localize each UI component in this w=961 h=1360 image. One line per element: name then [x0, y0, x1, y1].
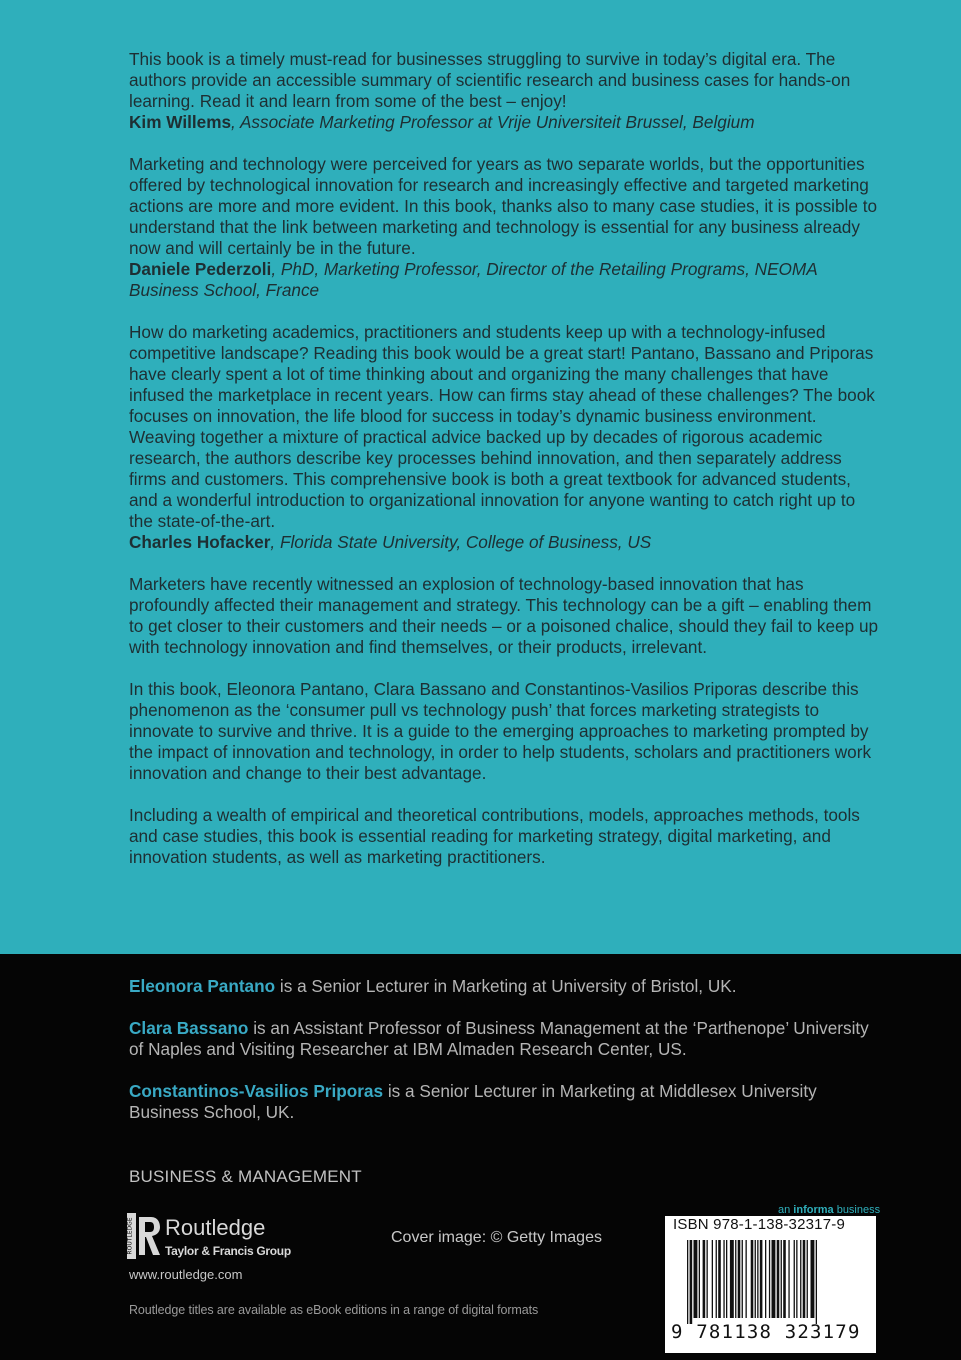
review-affiliation: , PhD, Marketing Professor, Director of the Retailing Programs, NEOMA Business School, France [129, 259, 818, 300]
author-name: Constantinos-Vasilios Priporas [129, 1081, 384, 1101]
review-affiliation: , Associate Marketing Professor at Vrije Universiteit Brussel, Belgium [231, 112, 755, 132]
subject-category: BUSINESS & MANAGEMENT [129, 1167, 362, 1186]
isbn-barcode-box [665, 1216, 876, 1353]
review-attribution [129, 532, 881, 553]
review-text: How do marketing academics, practitioners and students keep up with a technology-infused competitive landscape? Reading this book would be a great start! Pantano, Bassano and Priporas have clearly spent a lot of time thinking about and organizing the many challenges that have infused the marketplace in recent years. How can firms stay ahead of these challenges? The book focuses on innovation, the life blood for success in today’s dynamic business environment. Weaving together a mixture of practical advice backed up by decades of rigorous academic research, the authors describe key processes behind innovation, and then separately address firms and customers. This comprehensive book is both a great textbook for advanced students, and a wonderful introduction to organizational innovation for anyone wanting to catch right up to the state-of-the-art. [129, 322, 875, 531]
review-author: Kim Willems [129, 112, 232, 132]
informa-prefix: an [778, 1204, 794, 1216]
reviews-block [129, 49, 881, 868]
author-name: Eleonora Pantano [129, 976, 276, 996]
isbn-label: ISBN 978-1-138-32317-9 [673, 1216, 846, 1233]
description-paragraph-1: Marketers have recently witnessed an explosion of technology-based innovation that has profoundly affected their management and strategy. This technology can be a gift – enabling them to get closer to their customers and their needs – or a poisoned chalice, should they fail to keep up with technology innovation and find themselves, or their products, irrelevant. [129, 574, 879, 657]
author-bio [129, 976, 881, 997]
cover-image-credit: Cover image: © Getty Images [391, 1229, 602, 1246]
publisher-group: Taylor & Francis Group [165, 1244, 291, 1258]
informa-suffix: business [833, 1204, 881, 1216]
svg-text:ROUTLEDGE: ROUTLEDGE [127, 1217, 134, 1255]
description-paragraph-3: Including a wealth of empirical and theoretical contributions, models, approaches methods, tools and case studies, this book is essential reading for marketing strategy, digital marketing, and innovation students, as well as marketing practitioners. [129, 805, 860, 867]
author-bio [129, 1018, 881, 1060]
barcode-icon [687, 1240, 863, 1324]
informa-brand: informa [793, 1204, 834, 1216]
review-text: This book is a timely must-read for businesses struggling to survive in today’s digital era. The authors provide an accessible summary of scientific research and business cases for hands-on learning. Read it and learn from some of the best – enjoy! [129, 49, 851, 111]
author-bio-text: is a Senior Lecturer in Marketing at University of Bristol, UK. [275, 976, 737, 996]
publisher-website: www.routledge.com [129, 1267, 243, 1282]
description-paragraph-2: In this book, Eleonora Pantano, Clara Bassano and Constantinos-Vasilios Priporas describe this phenomenon as the ‘consumer pull vs technology push’ that forces marketing strategists to innovate to survive and thrive. It is a guide to the emerging approaches to marketing prompted by the impact of innovation and technology, in order to help students, scholars and practitioners work innovation and change to their best advantage. [129, 679, 872, 783]
review-attribution [129, 259, 881, 301]
author-bio-text: is a Senior Lecturer in Marketing at Middlesex University Business School, UK. [129, 1081, 817, 1122]
back-cover-black-section [0, 954, 961, 1360]
review-affiliation: , Florida State University, College of Business, US [270, 532, 652, 552]
author-bio [129, 1081, 881, 1123]
routledge-logo [127, 1213, 307, 1263]
review-author: Charles Hofacker [129, 532, 271, 552]
ebook-note: Routledge titles are available as eBook editions in a range of digital formats [129, 1303, 539, 1317]
review-attribution [129, 112, 881, 133]
author-bio-text: is an Assistant Professor of Business Management at the ‘Parthenope’ University of Naples and Visiting Researcher at IBM Almaden Research Center, US. [129, 1018, 869, 1059]
author-bios [129, 976, 881, 1144]
publisher-name: Routledge [165, 1215, 266, 1240]
review-2 [129, 154, 881, 301]
review-3 [129, 322, 881, 553]
author-name: Clara Bassano [129, 1018, 249, 1038]
isbn-digits: 9 781138 323179 [671, 1321, 861, 1343]
review-author: Daniele Pederzoli [129, 259, 272, 279]
informa-business-tag [778, 1204, 880, 1216]
routledge-r-icon [127, 1213, 161, 1259]
review-1 [129, 49, 881, 133]
review-text: Marketing and technology were perceived for years as two separate worlds, but the opportunities offered by technological innovation for research and increasingly effective and targeted marketing actions are more and more evident. In this book, thanks also to many case studies, it is possible to understand that the link between marketing and technology is essential for any business already now and will certainly be in the future. [129, 154, 878, 258]
